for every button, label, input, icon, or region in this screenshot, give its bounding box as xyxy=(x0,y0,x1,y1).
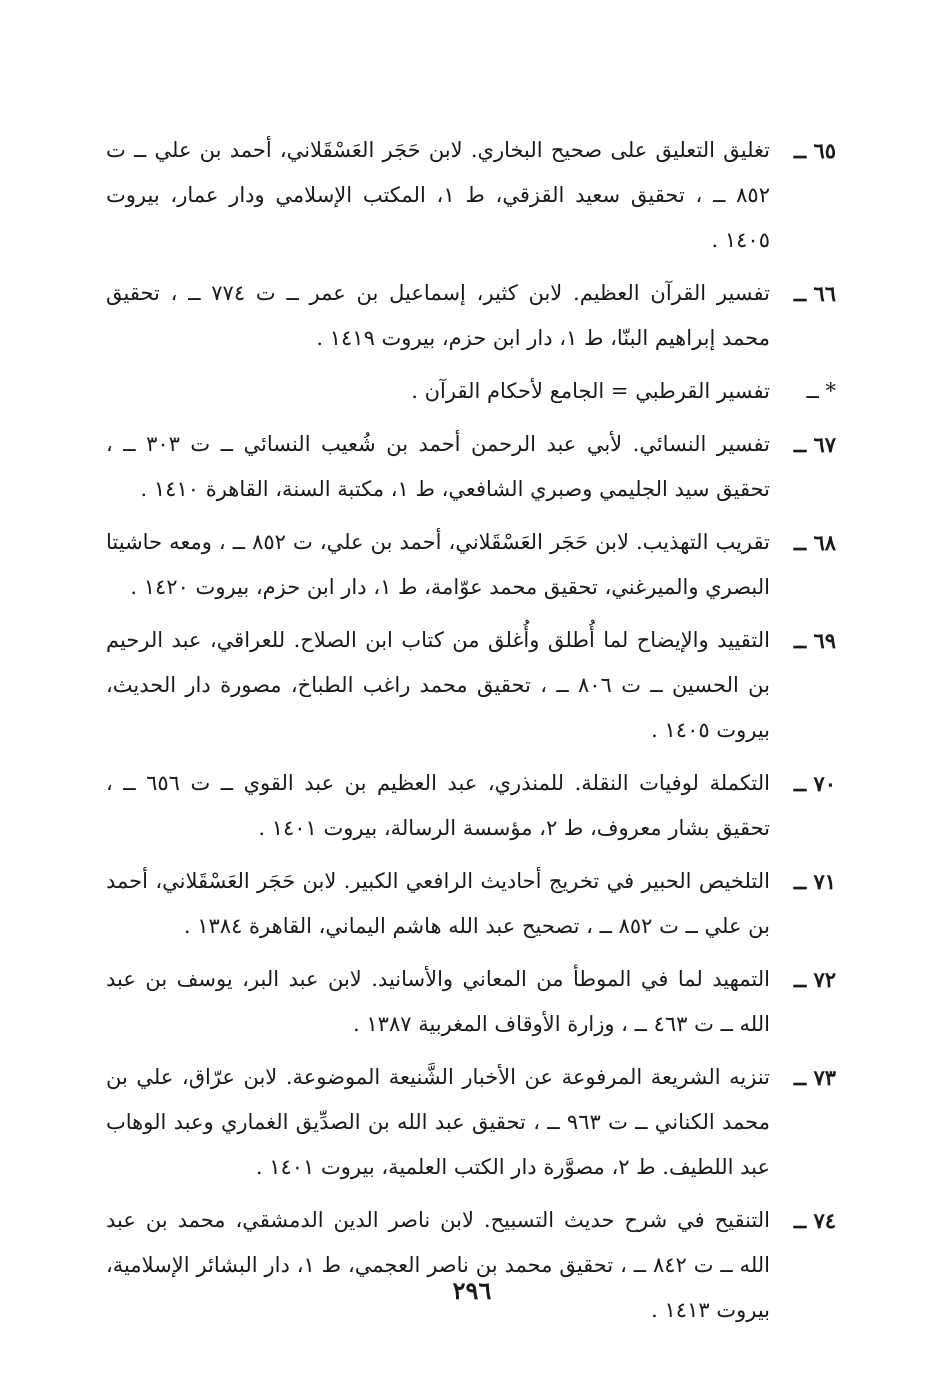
entry-number: ٦٥ ــ xyxy=(793,138,836,163)
bibliography-cross-reference xyxy=(106,369,836,414)
entry-number: ٧٢ ــ xyxy=(793,967,836,992)
entry-number: ٧٣ ــ xyxy=(793,1065,836,1090)
entry-number: ٧١ ــ xyxy=(793,869,836,894)
entry-number: ٦٦ ــ xyxy=(793,281,836,306)
entry-text: التكملة لوفيات النقلة. للمنذري، عبد العظيم بن عبد القوي ــ ت ٦٥٦ ــ ، تحقيق بشار معروف، ط ٢، مؤسسة الرسالة، بيروت ١٤٠١ . xyxy=(106,771,770,840)
bibliography-entry-67 xyxy=(106,422,836,512)
entry-text: تقريب التهذيب. لابن حَجَر العَسْقَلاني، أحمد بن علي، ت ٨٥٢ ــ ، ومعه حاشيتا البصري والميرغني، تحقيق محمد عوّامة، ط ١، دار ابن حزم، بيروت ١٤٢٠ . xyxy=(106,530,770,599)
bibliography-entry-71 xyxy=(106,859,836,949)
asterisk-marker: * ــ xyxy=(806,379,836,403)
entry-text: التنقيح في شرح حديث التسبيح. لابن ناصر الدين الدمشقي، محمد بن عبد الله ــ ت ٨٤٢ ــ ، تحقيق محمد بن ناصر العجمي، ط ١، دار البشائر الإسلامية، بيروت ١٤١٣ . xyxy=(106,1208,771,1322)
entry-text: التلخيص الحبير في تخريج أحاديث الرافعي الكبير. لابن حَجَر العَسْقَلاني، أحمد بن علي ــ ت ٨٥٢ ــ ، تصحيح عبد الله هاشم اليماني، القاهرة ١٣٨٤ . xyxy=(106,869,770,938)
bibliography-entry-69 xyxy=(106,618,836,753)
entry-number: ٦٧ ــ xyxy=(793,432,836,457)
bibliography-entry-72 xyxy=(106,957,836,1047)
bibliography-list xyxy=(106,128,836,1341)
entry-text: تفسير النسائي. لأبي عبد الرحمن أحمد بن شُعيب النسائي ــ ت ٣٠٣ ــ ، تحقيق سيد الجليمي وصبري الشافعي، ط ١، مكتبة السنة، القاهرة ١٤١٠ . xyxy=(106,432,770,501)
bibliography-entry-74 xyxy=(106,1198,836,1333)
entry-text: التقييد والإيضاح لما أُطلق وأُغلق من كتاب ابن الصلاح. للعراقي، عبد الرحيم بن الحسين ــ ت ٨٠٦ ــ ، تحقيق محمد راغب الطباخ، مصورة دار الحديث، بيروت ١٤٠٥ . xyxy=(106,628,770,742)
page-number: ٢٩٦ xyxy=(452,1276,492,1305)
bibliography-entry-73 xyxy=(106,1055,836,1190)
entry-text: تغليق التعليق على صحيح البخاري. لابن حَجَر العَسْقَلاني، أحمد بن علي ــ ت ٨٥٢ ــ ، تحقيق سعيد القزقي، ط ١، المكتب الإسلامي ودار عمار، بيروت ١٤٠٥ . xyxy=(106,138,770,252)
bibliography-entry-65 xyxy=(106,128,836,263)
entry-text: تفسير القرآن العظيم. لابن كثير، إسماعيل بن عمر ــ ت ٧٧٤ ــ ، تحقيق محمد إبراهيم البنّا، ط ١، دار ابن حزم، بيروت ١٤١٩ . xyxy=(106,281,771,350)
entry-number: ٧٠ ــ xyxy=(793,771,836,796)
entry-text: التمهيد لما في الموطأ من المعاني والأسانيد. لابن عبد البر، يوسف بن عبد الله ــ ت ٤٦٣ ــ ، وزارة الأوقاف المغربية ١٣٨٧ . xyxy=(106,967,770,1036)
bibliography-entry-68 xyxy=(106,520,836,610)
entry-number: ٧٤ ــ xyxy=(793,1208,836,1233)
bibliography-entry-70 xyxy=(106,761,836,851)
entry-text: تنزيه الشريعة المرفوعة عن الأخبار الشَّنيعة الموضوعة. لابن عرّاق، علي بن محمد الكناني ــ ت ٩٦٣ ــ ، تحقيق عبد الله بن الصدِّيق الغماري وعبد الوهاب عبد اللطيف. ط ٢، مصوَّرة دار الكتب العلمية، بيروت ١٤٠١ . xyxy=(106,1065,770,1179)
entry-text: تفسير القرطبي = الجامع لأحكام القرآن . xyxy=(411,379,770,403)
bibliography-entry-66 xyxy=(106,271,836,361)
entry-number: ٦٩ ــ xyxy=(793,628,836,653)
entry-number: ٦٨ ــ xyxy=(793,530,836,555)
